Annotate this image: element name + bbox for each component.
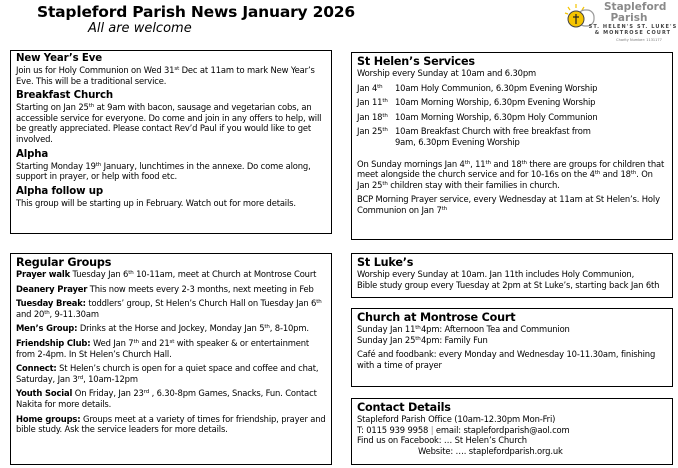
cafe-foodbank-text: Café and foodbank: every Monday and Wednesday 10-11.30am, finishing with a time of prayer	[357, 349, 656, 370]
service-row: Jan 4th 10am Holy Communion, 6.30pm Evening Worship	[357, 82, 598, 93]
news-text: This group will be starting up in February. Watch out for more details.	[16, 197, 296, 208]
montrose-heading: Church at Montrose Court	[357, 311, 516, 324]
service-row: Jan 25th 10am Breakfast Church with free breakfast from 9am, 6.30pm Evening Worship	[357, 126, 591, 147]
website-link[interactable]: Website: …. staplefordparish.org.uk	[418, 445, 563, 456]
st-helens-heading: St Helen’s Services	[357, 55, 475, 68]
st-helens-intro: Worship every Sunday at 10am and 6.30pm	[357, 68, 537, 78]
logo-sub-line2: & MONTROSE COURT	[594, 30, 672, 36]
bcp-text: BCP Morning Prayer service, every Wednesday at 11am at St Helen’s. Holy Communion on Jan 7th	[357, 194, 660, 215]
service-row: Jan 18th 10am Morning Worship, 6.30pm Holy Communion	[357, 111, 598, 122]
st-lukes-heading: St Luke’s	[357, 256, 414, 269]
news-heading: Alpha	[16, 148, 49, 160]
news-text: Join us for Holy Communion on Wed 31st Dec at 11am to mark New Year’s Eve. This will be a traditional service.	[16, 65, 315, 86]
contact-heading: Contact Details	[357, 401, 451, 414]
group-tuesday-break: Tuesday Break: toddlers’ group, St Helen’s Church Hall on Tuesday Jan 6th and 20th, 9-11.30am	[16, 298, 322, 319]
logo-name-line2: Parish	[610, 12, 648, 24]
page-title: Stapleford Parish News January 2026	[37, 3, 355, 21]
montrose-row: Sunday Jan 11th 4pm: Afternoon Tea and Communion	[357, 324, 570, 334]
group-home: Home groups: Groups meet at a variety of times for friendship, prayer and bible study. Ask the service leaders for more details.	[16, 413, 326, 435]
page-subtitle: All are welcome	[88, 21, 192, 36]
email-link[interactable]: email: stapleford​parish@aol.com	[435, 424, 570, 435]
logo-churches	[588, 24, 678, 36]
st-lukes-line: Bible study group every Tuesday at 2pm at St Luke’s, starting back Jan 6th	[357, 279, 660, 290]
group-prayer-walk: Prayer walk Tuesday Jan 6th 10-11am, meet at Church at Montrose Court	[16, 269, 317, 279]
regular-groups-box	[10, 253, 332, 465]
st-lukes-line: Worship every Sunday at 10am. Jan 11th includes Holy Communion,	[357, 269, 635, 279]
service-row: Jan 11th 10am Morning Worship, 6.30pm Evening Worship	[357, 97, 596, 108]
news-heading: New Year’s Eve	[16, 53, 102, 64]
st-lukes-box	[351, 253, 673, 298]
montrose-row: Sunday Jan 25th 4pm: Family Fun	[357, 334, 488, 345]
montrose-box	[351, 308, 673, 387]
group-youth: Youth Social On Friday, Jan 23rd , 6.30-8pm Games, Snacks, Fun. Contact Nakita for more details.	[16, 388, 317, 409]
news-text: Starting Monday 19th January, lunchtimes in the annexe. Do come along, support in prayer, or help with food etc.	[16, 160, 311, 182]
groups-heading: Regular Groups	[16, 256, 112, 269]
news-heading: Alpha follow up	[16, 185, 104, 197]
office-hours: Stapleford Parish Office (10am-12.30pm Mon-Fri)	[357, 414, 556, 424]
group-deanery: Deanery Prayer This now meets every 2-3 months, next meeting in Feb	[16, 283, 314, 294]
news-box	[10, 50, 332, 234]
news-heading: Breakfast Church	[16, 90, 114, 102]
logo-name-line1: Stapleford	[604, 1, 667, 13]
contact-phone-email: T: 0115 939 9958 | email: stapleford​parish@aol.com	[357, 424, 570, 435]
children-groups-text: On Sunday mornings Jan 4th, 11th and 18th there are groups for children that meet alongside the church service and for 10-16s on the 4th and 18th. On Jan 25th children stay with their families in church.	[357, 158, 665, 190]
group-friendship: Friendship Club: Wed Jan 7th and 21st with speaker & or entertainment from 2-4pm. In St Helen’s Church Hall.	[16, 337, 310, 359]
news-text: Starting on Jan 25th at 9am with bacon, sausage and vegetarian cobs, an accessible service for everyone. Do come and join in any offers to help, will be greatly appreciated. Please contact Rev’d Paul if you would like to get involved.	[16, 102, 322, 144]
charity-number: Charity Number: 1131177	[616, 38, 662, 42]
group-mens: Men’s Group: Drinks at the Horse and Jockey, Monday Jan 5th, 8-10pm.	[16, 323, 309, 334]
group-connect: Connect: St Helen’s church is open for a quiet space and coffee and chat, Saturday, Jan 3rd, 10am-12pm	[16, 363, 319, 384]
parish-logo	[560, 0, 678, 45]
facebook-link[interactable]: Find us on Facebook: … St Helen’s Church	[357, 435, 527, 446]
st-helens-box	[351, 52, 673, 240]
logo-sub-line1: ST. HELEN'S ST. LUKE'S	[588, 24, 678, 30]
contact-box	[351, 398, 673, 465]
phone: T: 0115 939 9958	[357, 424, 429, 435]
logo-name	[604, 1, 667, 24]
